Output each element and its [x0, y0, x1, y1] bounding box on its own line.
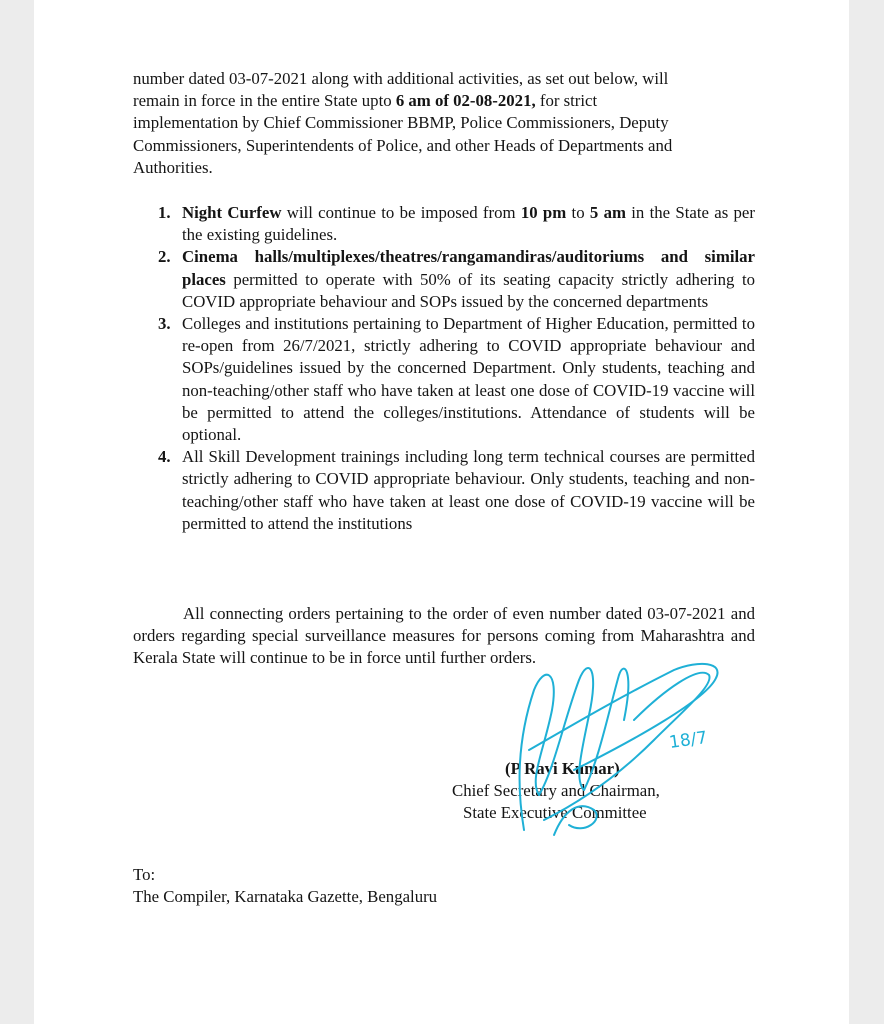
to-label: To: — [133, 865, 156, 884]
intro-line: Commissioners, Superintendents of Police, and other Heads of Departments and — [133, 135, 673, 155]
intro-line: implementation by Chief Commissioner BBMP, Police Commissioners, Deputy — [133, 113, 669, 133]
intro-line: Authorities. — [133, 157, 213, 177]
recipient-block — [133, 864, 437, 908]
item-number: 2. — [158, 247, 171, 267]
list-item: 2. Cinema halls/multiplexes/theatres/rangamandiras/auditoriums and similar places permitted to operate with 50% of its seating capacity strictly adhering to COVID appropriate behaviour and SOPs issued by the concerned departments — [158, 247, 755, 311]
handwritten-signature — [484, 630, 734, 840]
list-item: 1. Night Curfew will continue to be imposed from 10 pm to 5 am in the State as per the existing guidelines. — [158, 203, 755, 245]
list-item — [148, 446, 755, 535]
item-bold-lead: Night Curfew — [182, 203, 282, 222]
intro-paragraph — [133, 68, 755, 179]
signatory-title: Chief Secretary and Chairman, — [452, 781, 660, 801]
intro-line: number dated 03-07-2021 along with additional activities, as set out below, will — [133, 69, 669, 88]
signatory-name: (P Ravi Kumar) — [505, 759, 620, 778]
item-bold-lead: Cinema halls/multiplexes/theatres/rangamandiras/auditoriums and similar places — [182, 247, 755, 289]
signatory-committee: State Executive Committee — [463, 803, 647, 823]
item-number: 1. — [158, 203, 171, 222]
deadline-text: 6 am of 02-08-2021, — [395, 91, 536, 111]
closing-paragraph: All connecting orders pertaining to the order of even number dated 03-07-2021 and orders regarding special surveillance measures for persons coming from Maharashtra and Kerala State will continue to be in force until further orders. — [133, 604, 755, 668]
measures-list — [148, 202, 755, 535]
item-text: All Skill Development trainings including long term technical courses are permitted strictly adhering to COVID appropriate behaviour. Only students, teaching and non-teaching/other staff who have taken at least one dose of COVID-19 vaccine will be permitted to attend the institutions — [182, 447, 755, 533]
item-text: Colleges and institutions pertaining to Department of Higher Education, permitted to re-open from 26/7/2021, strictly adhering to COVID appropriate behaviour and SOPs/guidelines issued by the concerned Department. Only students, teaching and non-teaching/other staff who have taken at least one dose of COVID-19 vaccine will be permitted to attend the colleges/institutions. Attendance of students will be optional. — [182, 314, 755, 445]
document-page — [34, 0, 849, 1024]
list-item — [148, 313, 755, 446]
item-number: 4. — [158, 447, 171, 467]
intro-line: remain in force in the entire State upto 6 am of 02-08-2021, for strict — [133, 91, 598, 111]
recipient-line: The Compiler, Karnataka Gazette, Bengaluru — [133, 887, 438, 907]
item-number: 3. — [158, 314, 171, 334]
handwritten-date: 18/7 — [667, 727, 709, 753]
